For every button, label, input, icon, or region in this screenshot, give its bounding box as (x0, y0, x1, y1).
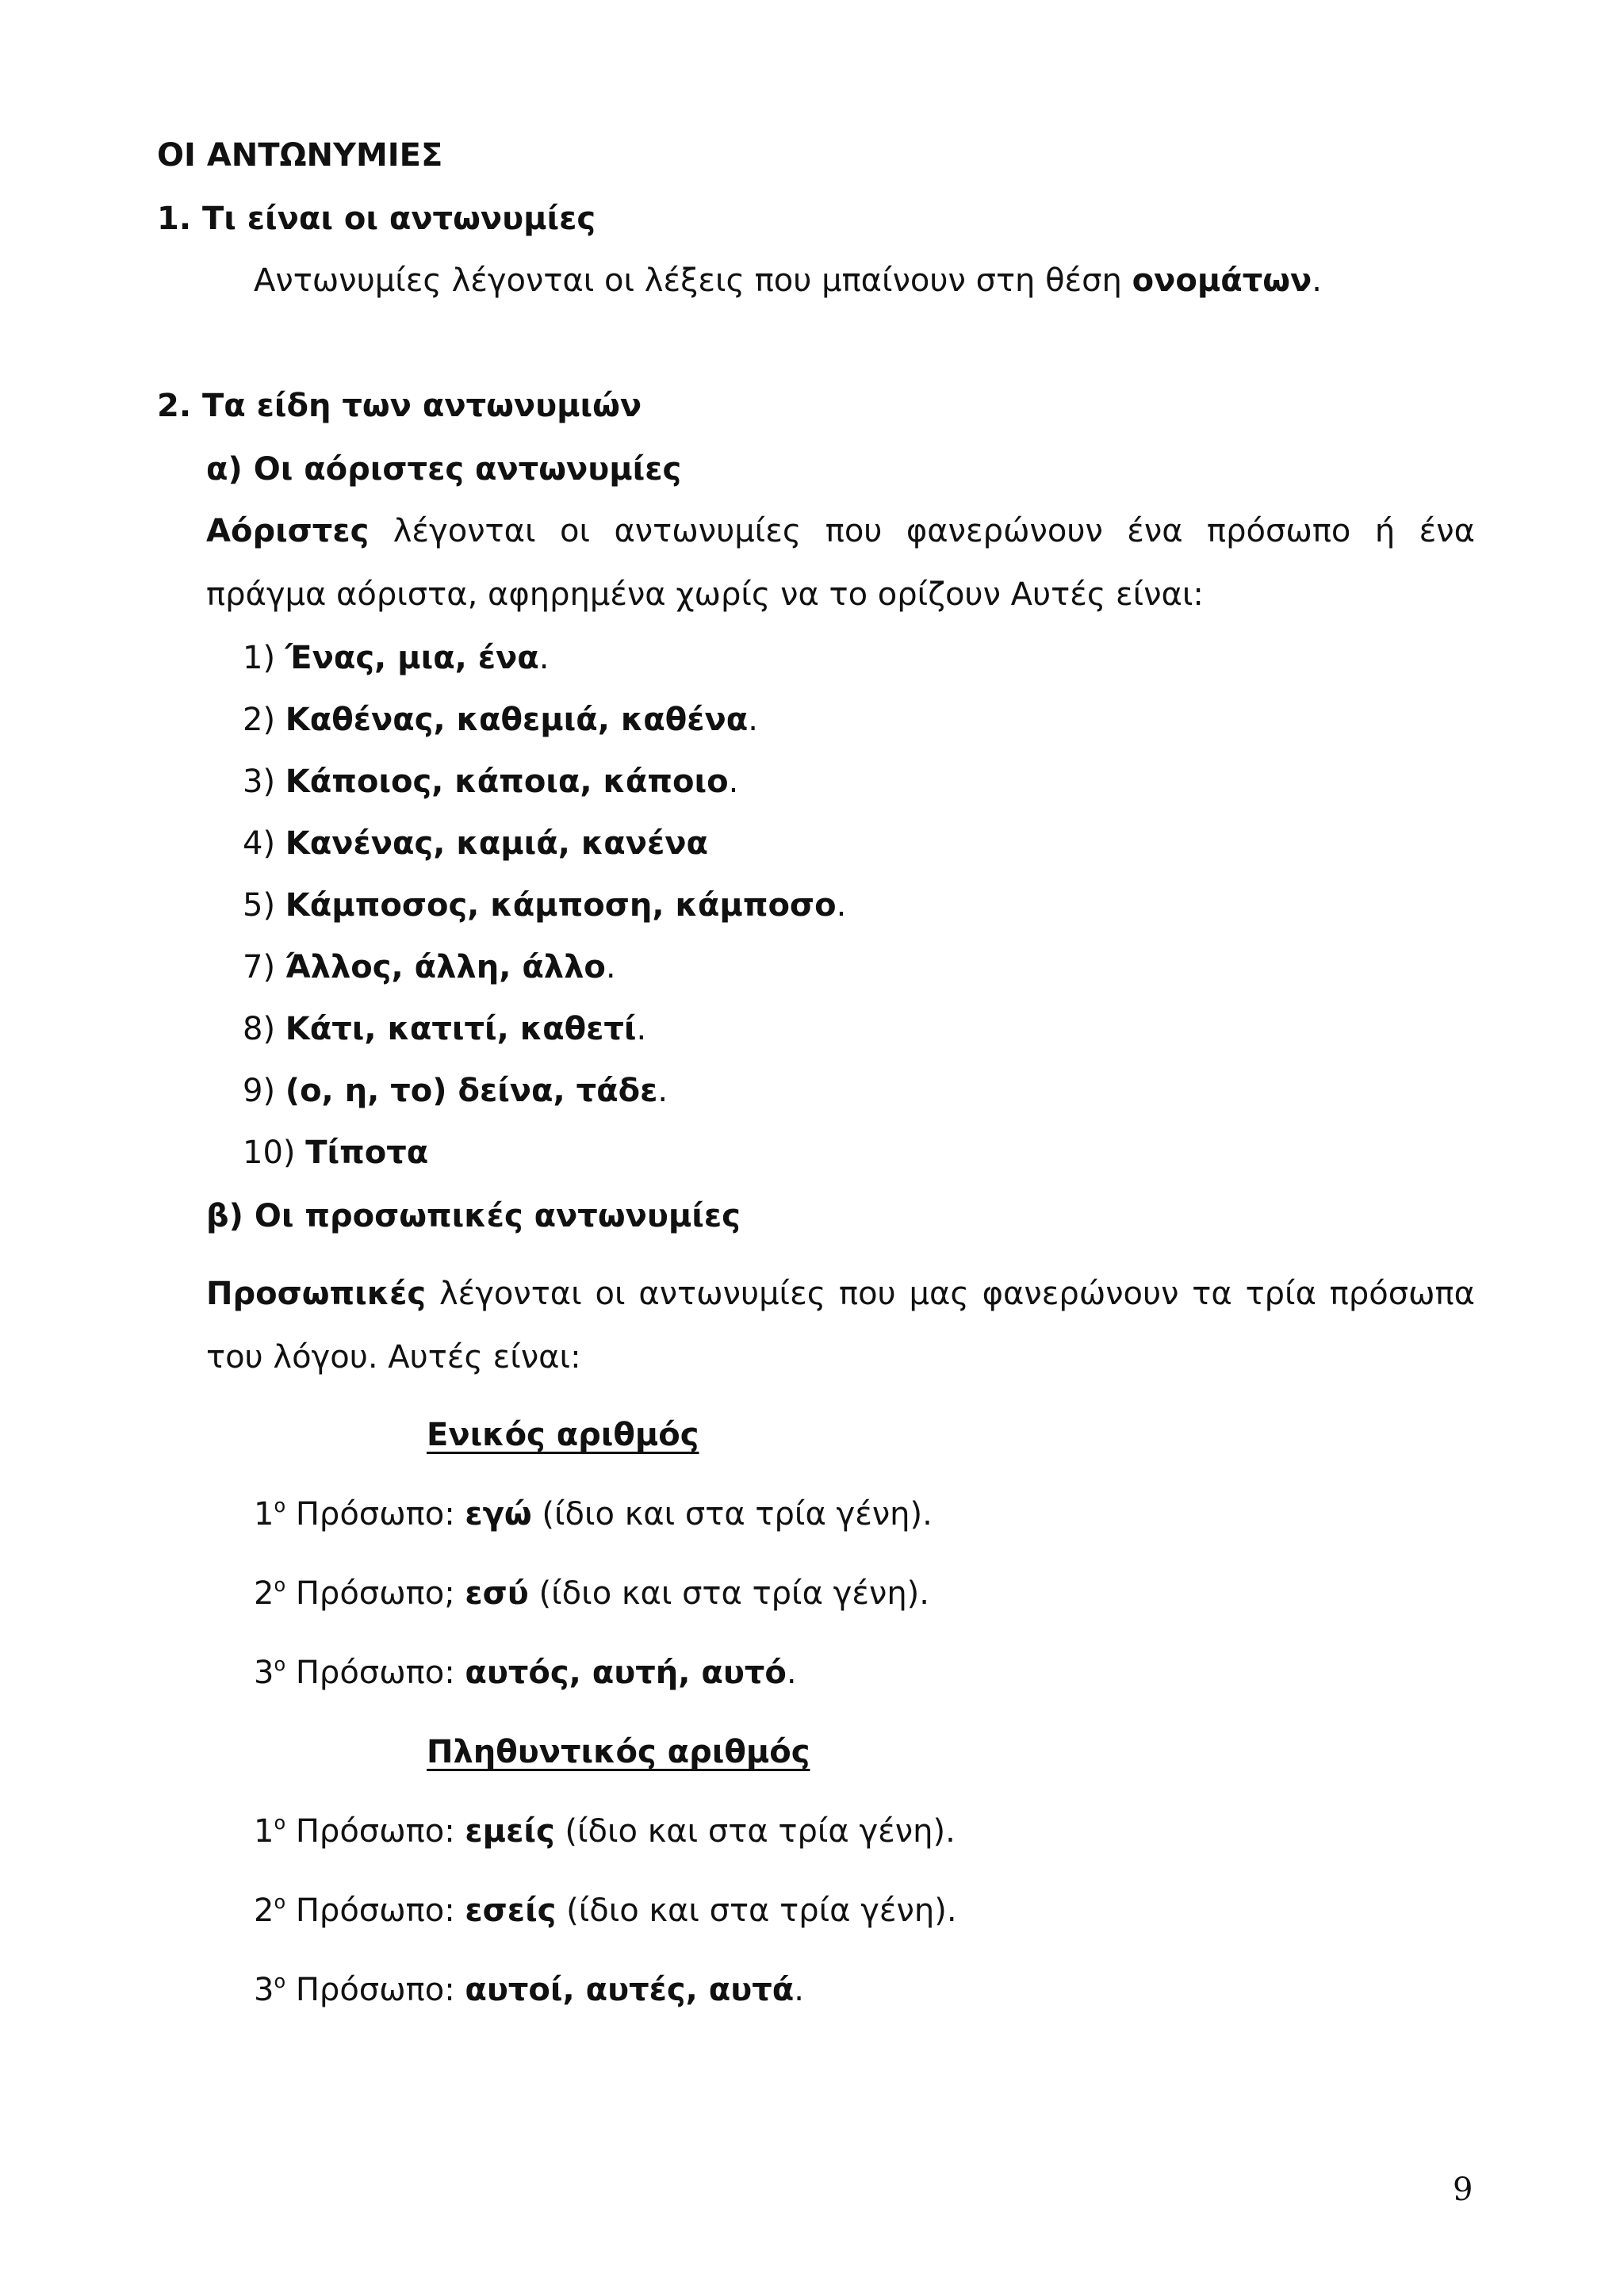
person-number: 1 (254, 1813, 274, 1850)
list-item-pronouns: Καθένας, καθεμιά, καθένα (285, 702, 749, 738)
list-item-end: . (657, 1073, 668, 1109)
person-note: . (794, 1972, 804, 2008)
list-item (243, 886, 846, 924)
subsection-b-heading: β) Οι προσωπικές αντωνυμίες (206, 1198, 741, 1234)
person-label: Πρόσωπο: (285, 1655, 465, 1691)
list-item-number: 3) (243, 763, 285, 800)
paragraph-text: λέγονται οι αντωνυμίες που φανερώνουν ένα πρόσωπο ή ένα (369, 513, 1475, 549)
list-item (243, 1134, 428, 1172)
list-item (243, 825, 708, 863)
person-row (254, 1892, 957, 1930)
person-pronoun: εσείς (465, 1892, 557, 1929)
subsection-a-paragraph-line-2: πράγμα αόριστα, αφηρημένα χωρίς να το ορίζουν Αυτές είναι: (206, 576, 1204, 613)
list-item-pronouns: Κάτι, κατιτί, καθετί (285, 1011, 637, 1047)
person-row (254, 1812, 956, 1850)
person-row (254, 1971, 804, 2009)
term-prosopikes: Προσωπικές (206, 1276, 427, 1312)
list-item-end: . (748, 702, 758, 738)
definition-end: . (1312, 262, 1322, 299)
person-label: Πρόσωπο: (285, 1496, 465, 1533)
paragraph-text: λέγονται οι αντωνυμίες που μας φανερώνουν τα τρία πρόσωπα (426, 1276, 1475, 1312)
list-item-pronouns: Κάμποσος, κάμποση, κάμποσο (285, 887, 837, 924)
ordinal-superscript: ο (274, 1574, 286, 1596)
subsection-b-paragraph-line-2: του λόγου. Αυτές είναι: (206, 1339, 581, 1376)
person-label: Πρόσωπο; (285, 1575, 465, 1612)
person-note: (ίδιο και στα τρία γένη). (556, 1892, 957, 1929)
list-item-pronouns: Ένας, μια, ένα (285, 640, 539, 676)
list-item-pronouns: Κάποιος, κάποια, κάποιο (285, 763, 729, 800)
definition-bold-term: ονομάτων (1132, 262, 1312, 299)
ordinal-superscript: ο (274, 1494, 286, 1517)
plural-heading: Πληθυντικός αριθμός (427, 1734, 810, 1770)
list-item-pronouns: Κανένας, καμιά, κανένα (285, 825, 708, 862)
list-item-end: . (636, 1011, 647, 1047)
person-pronoun: εσύ (465, 1575, 529, 1612)
list-item-number: 5) (243, 887, 285, 924)
list-item-end: . (605, 949, 616, 985)
person-number: 3 (254, 1655, 274, 1691)
person-row (254, 1575, 929, 1613)
section-1-definition (254, 262, 1322, 300)
person-note: . (786, 1655, 797, 1691)
person-pronoun: εμείς (465, 1813, 555, 1850)
list-item-pronouns: Τίποτα (305, 1135, 429, 1171)
list-item-number: 4) (243, 825, 285, 862)
list-item-end: . (836, 887, 847, 924)
person-number: 2 (254, 1575, 274, 1612)
list-item-pronouns: (ο, η, το) δείνα, τάδε (285, 1073, 658, 1109)
list-item-number: 10) (243, 1135, 306, 1171)
person-number: 3 (254, 1972, 274, 2008)
person-pronoun: εγώ (465, 1496, 532, 1533)
list-item-end: . (538, 640, 550, 676)
section-2-heading: 2. Τα είδη των αντωνυμιών (157, 388, 642, 424)
list-item-number: 2) (243, 702, 285, 738)
subsection-a-heading: α) Οι αόριστες αντωνυμίες (206, 451, 682, 488)
ordinal-superscript: ο (274, 1891, 286, 1913)
list-item-number: 8) (243, 1011, 285, 1047)
person-number: 1 (254, 1496, 274, 1533)
list-item-end: . (728, 763, 739, 800)
list-item (243, 1010, 646, 1048)
subsection-b-paragraph-line-1 (206, 1275, 1475, 1313)
person-number: 2 (254, 1892, 274, 1929)
page-title: ΟΙ ΑΝΤΩΝΥΜΙΕΣ (157, 137, 443, 174)
person-pronoun: αυτοί, αυτές, αυτά (465, 1972, 795, 2008)
page-number: 9 (1453, 2172, 1473, 2208)
list-item-number: 1) (243, 640, 285, 676)
person-label: Πρόσωπο: (285, 1813, 465, 1850)
ordinal-superscript: ο (274, 1812, 286, 1834)
person-note: (ίδιο και στα τρία γένη). (531, 1496, 933, 1533)
list-item (243, 701, 758, 739)
ordinal-superscript: ο (274, 1970, 286, 1992)
singular-heading: Ενικός αριθμός (427, 1417, 699, 1453)
term-aoristes: Αόριστες (206, 513, 370, 549)
person-note: (ίδιο και στα τρία γένη). (554, 1813, 956, 1850)
list-item (243, 1072, 668, 1110)
list-item (243, 763, 738, 801)
person-label: Πρόσωπο: (285, 1972, 465, 2008)
person-row (254, 1654, 797, 1692)
person-label: Πρόσωπο: (285, 1892, 465, 1929)
section-1-heading: 1. Τι είναι οι αντωνυμίες (157, 201, 596, 237)
definition-text: Αντωνυμίες λέγονται οι λέξεις που μπαίνουν στη θέση (254, 262, 1132, 299)
list-item (243, 639, 550, 677)
person-note: (ίδιο και στα τρία γένη). (528, 1575, 929, 1612)
list-item-number: 9) (243, 1073, 285, 1109)
list-item-pronouns: Άλλος, άλλη, άλλο (285, 949, 606, 985)
list-item (243, 948, 616, 986)
person-row (254, 1495, 933, 1533)
subsection-a-paragraph-line-1 (206, 512, 1475, 550)
ordinal-superscript: ο (274, 1653, 286, 1675)
person-pronoun: αυτός, αυτή, αυτό (465, 1655, 787, 1691)
list-item-number: 7) (243, 949, 285, 985)
